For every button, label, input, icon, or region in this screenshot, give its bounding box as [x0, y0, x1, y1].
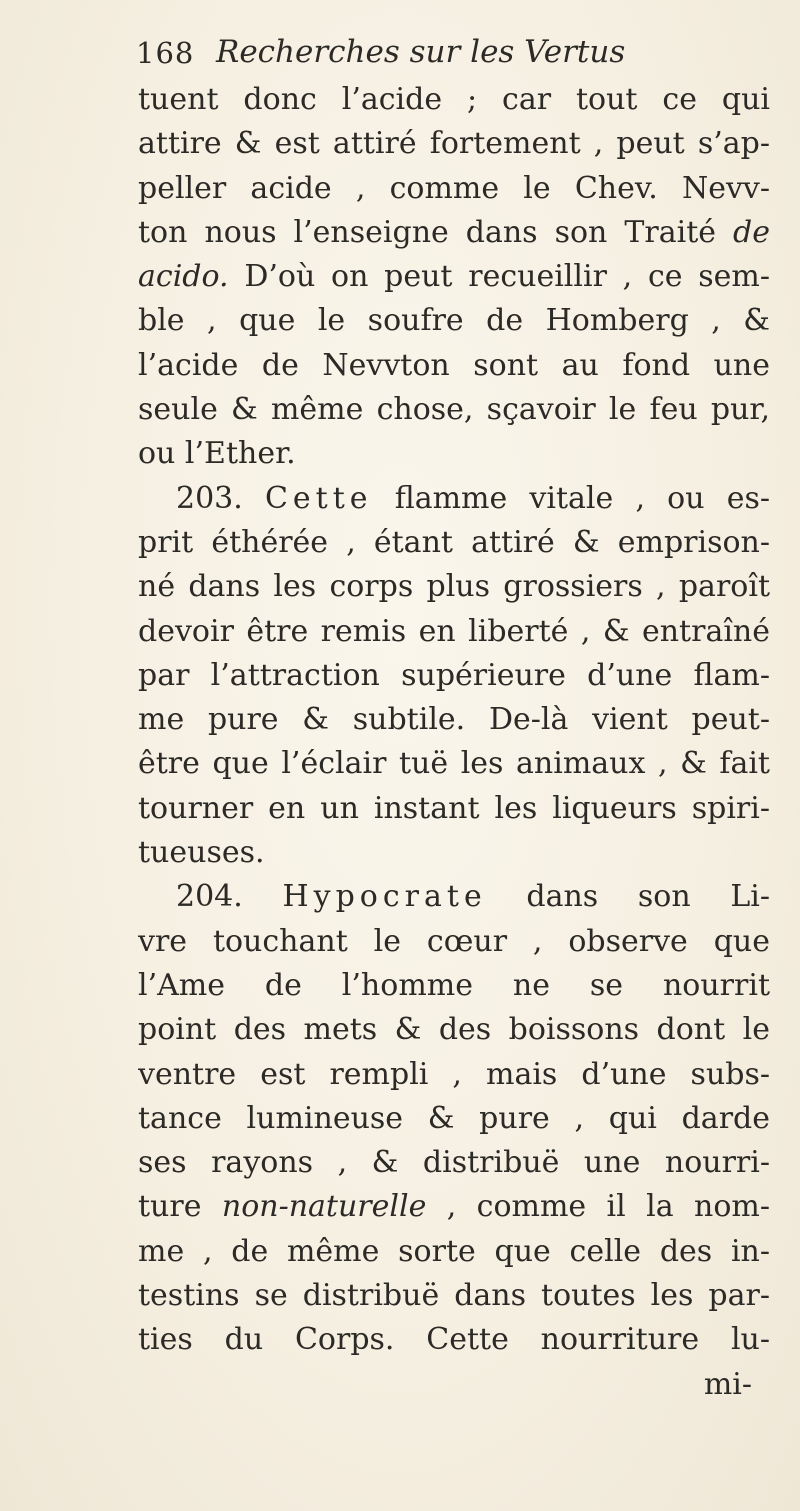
text-line: prit éthérée , étant attiré & emprison-	[138, 524, 770, 560]
text-line: vre touchant le cœur , observe que	[138, 923, 770, 959]
text-line: me , de même sorte que celle des in-	[138, 1233, 770, 1269]
text-line: ties du Corps. Cette nourriture lu-	[138, 1322, 770, 1358]
text-line: par l’attraction supérieure d’une flam-	[138, 657, 770, 693]
text-segment: dans son Li-	[486, 879, 770, 915]
text-line: ventre est rempli , mais d’une subs-	[138, 1056, 770, 1092]
catchword: mi-	[703, 1366, 752, 1402]
italic-text: de	[733, 214, 770, 250]
text-line: être que l’éclair tuë les animaux , & fait	[138, 746, 770, 782]
paragraph-start-204	[138, 875, 770, 919]
small-caps-word: Cette	[264, 480, 373, 516]
text-line	[138, 211, 770, 255]
text-segment: D’où on peut recueillir , ce sem-	[244, 259, 770, 295]
small-caps-word: Hypocrate	[282, 879, 487, 915]
page-number: 168	[136, 36, 195, 70]
running-title: Recherches sur les Vertus	[216, 34, 626, 70]
text-line: né dans les corps plus grossiers , paroît	[138, 569, 770, 605]
text-line: attire & est attiré fortement , peut s’ap-	[138, 126, 770, 162]
text-line: seule & même chose, sçavoir le feu pur,	[138, 392, 770, 428]
text-line: testins se distribuë dans toutes les par-	[138, 1278, 770, 1314]
text-line: ses rayons , & distribuë une nourri-	[138, 1145, 770, 1181]
text-line: l’acide de Nevvton sont au fond une	[138, 347, 770, 383]
text-segment: ture	[138, 1189, 202, 1225]
text-segment: ton nous l’enseigne dans son Traité	[138, 214, 717, 250]
text-line: tuent donc l’acide ; car tout ce qui	[138, 82, 770, 117]
page-header	[136, 28, 696, 78]
text-line: tance lumineuse & pure , qui darde	[138, 1100, 770, 1136]
text-line: tourner en un instant les liqueurs spiri-	[138, 790, 770, 826]
text-line	[138, 255, 770, 299]
text-line: me pure & subtile. De-là vient peut-	[138, 702, 770, 738]
text-line: point des mets & des boissons dont le	[138, 1012, 770, 1048]
paragraph-number: 204.	[176, 879, 283, 915]
text-segment: flamme vitale , ou es-	[372, 480, 770, 516]
text-line: tueuses.	[138, 835, 265, 871]
italic-text: acido.	[138, 259, 229, 295]
paragraph-start-203	[138, 477, 770, 521]
body-text	[138, 78, 770, 1407]
text-line: devoir être remis en liberté , & entraîné	[138, 613, 770, 649]
text-line: ble , que le soufre de Homberg , &	[138, 303, 770, 339]
text-line: peller acide , comme le Chev. Nevv-	[138, 170, 770, 206]
italic-text: non-naturelle	[221, 1189, 427, 1225]
text-segment: , comme il la nom-	[426, 1189, 770, 1225]
text-line	[138, 1185, 770, 1229]
text-line: l’Ame de l’homme ne se nourrit	[138, 967, 770, 1003]
paragraph-number: 203.	[176, 480, 265, 516]
text-line: ou l’Ether.	[138, 436, 296, 472]
